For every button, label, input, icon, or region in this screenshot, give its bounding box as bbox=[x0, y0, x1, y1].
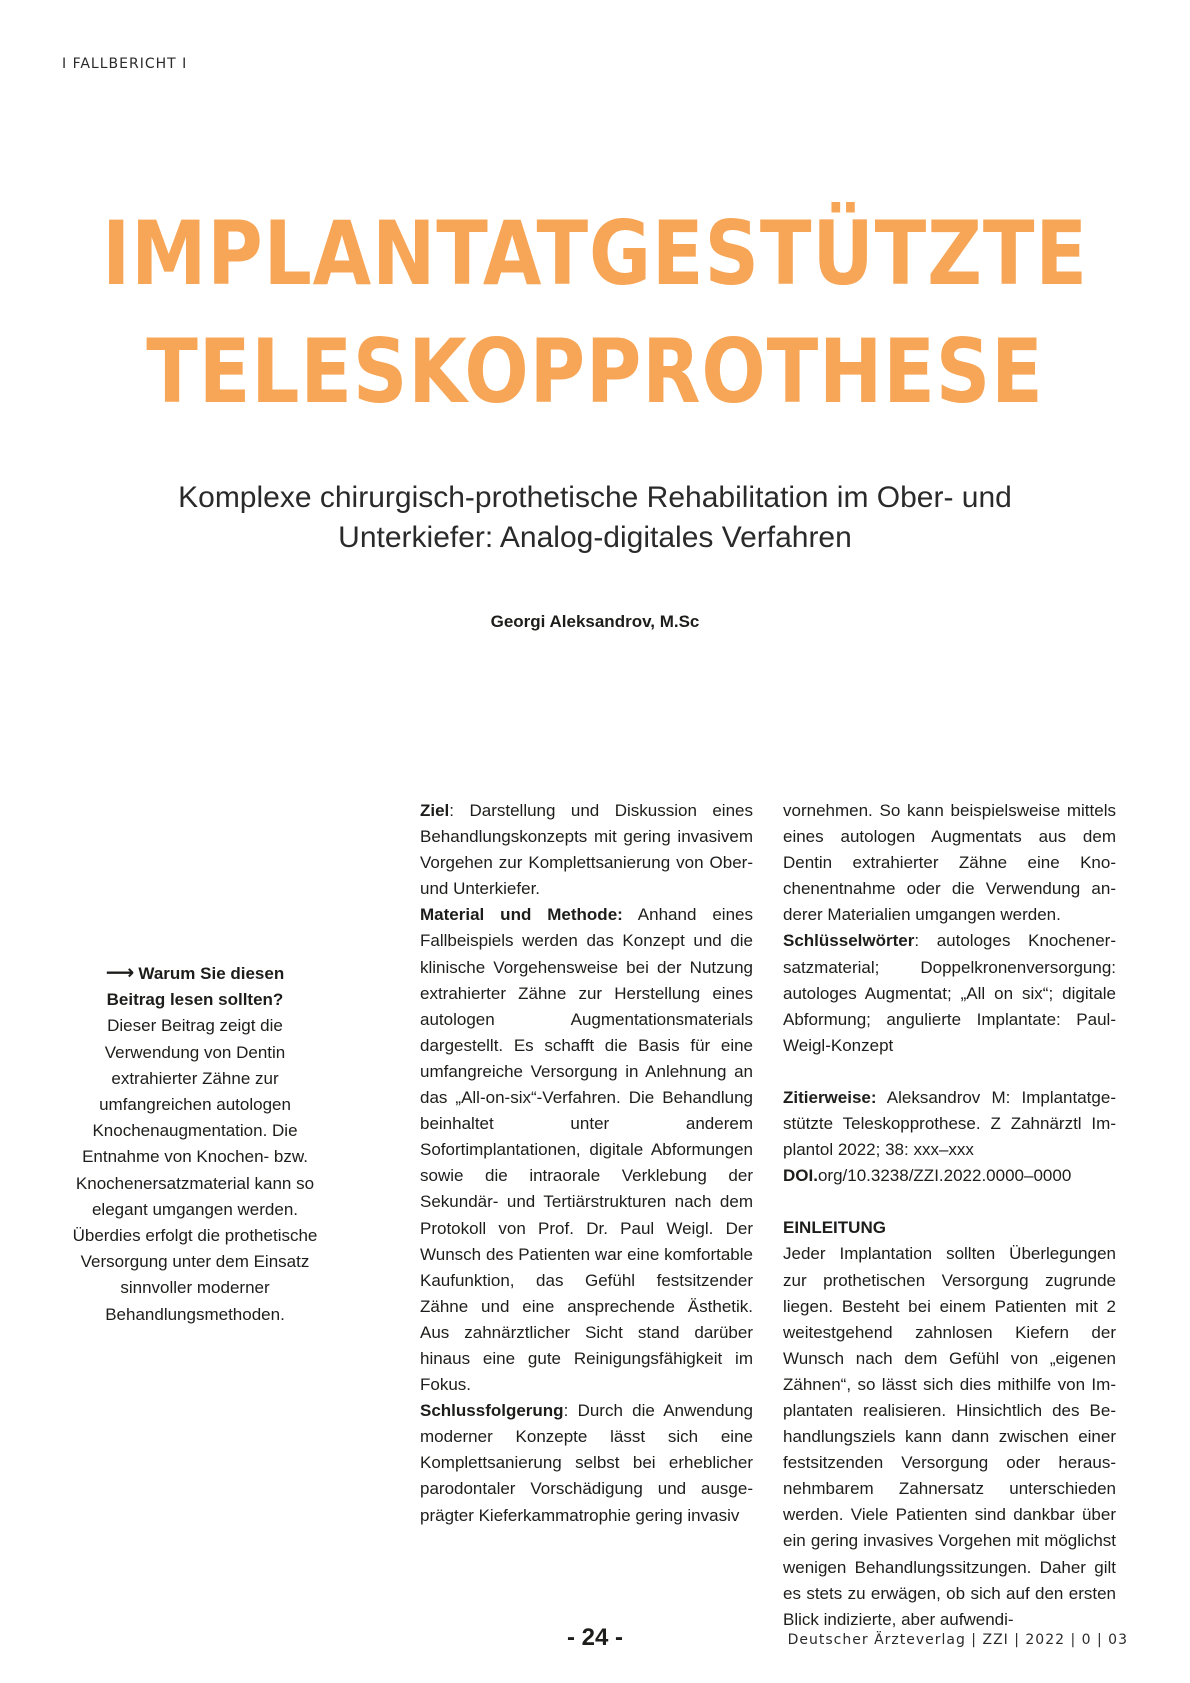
material-label: Material und Methode: bbox=[420, 905, 623, 925]
abstract-column-1 bbox=[420, 798, 753, 1529]
why-read-heading bbox=[60, 960, 330, 1013]
why-read-heading-line-1: Warum Sie diesen bbox=[138, 964, 285, 983]
keywords-label: Schlüsselwörter bbox=[783, 931, 915, 951]
abstract-keywords bbox=[783, 928, 1116, 1058]
intro-text: Jeder Implantation sollten Überlegungen zur prothetischen Versorgung zugrunde liegen. Besteht bei einem Patienten mit 2 weitestgehend zahnlosen Kiefern der Wunsch nach dem Gefühl von „eigenen Zähnen“, so lässt sich dies mithilfe von Implantaten realisieren. Hinsichtlich des Behandlungsziels kann dann zwischen einer festsitzenden Versorgung oder herausnehmbarem Zahnersatz unterschieden werden. Viele Patienten sind dankbar über ein gering invasives Vorgehen mit möglichst wenigen Behandlungssitzungen. Daher gilt es stets zu erwägen, ob sich auf den ersten Blick indizierte, aber aufwendi- bbox=[783, 1244, 1116, 1629]
why-read-line: Überdies erfolgt die prothetische bbox=[72, 1226, 318, 1246]
abstract-column-2 bbox=[783, 798, 1116, 1633]
schluss-text-continued: vornehmen. So kann beispielsweise mittels eines autologen Augmentats aus dem Dentin extrahierter Zähne eine Knochenentnahme oder die Verwendung anderer Materialien umgangen werden. bbox=[783, 801, 1116, 925]
citation-label: Zitierweise: bbox=[783, 1087, 877, 1107]
why-read-heading-line-2: Beitrag lesen sollten? bbox=[106, 990, 284, 1010]
ziel-label: Ziel bbox=[420, 801, 450, 820]
schluss-text: : Durch die Anwendung moderner Konzepte lässt sich eine Komplettsanierung selbst bei erheblicher parodontaler Vorschädigung und ausgeprägter Kieferkammatrophie gering invasiv bbox=[420, 1401, 753, 1525]
section-label: I FALLBERICHT I bbox=[62, 56, 188, 72]
why-read-line: Versorgung unter dem Einsatz bbox=[80, 1252, 310, 1272]
why-read-line: sinnvoller moderner bbox=[120, 1278, 270, 1298]
why-read-line: Verwendung von Dentin bbox=[104, 1042, 286, 1062]
keywords-text: : autologes Knochenersatzmaterial; Doppelkronenversorgung: autologes Augmentat; „All on six“; digitale Abformung; angulierte Implantate: Paul-Weigl-Konzept bbox=[783, 931, 1116, 1055]
author-name: Georgi Aleksandrov, M.Sc bbox=[490, 612, 700, 631]
why-read-line: Knochenaugmentation. Die bbox=[92, 1121, 298, 1141]
why-read-line: umfangreichen autologen bbox=[99, 1095, 291, 1115]
article-title-line-2: TELESKOPPROTHESE bbox=[146, 320, 1044, 423]
journal-info: Deutscher Ärzteverlag | ZZI | 2022 | 0 | 03 bbox=[787, 1632, 1128, 1648]
subtitle-line-1: Komplexe chirurgisch-prothetische Rehabilitation im Ober- und bbox=[178, 481, 1012, 514]
citation-text: Aleksandrov M: Implantatgestützte Teleskopprothese. Z Zahnärztl Implantol 2022; 38: xxx–xxx bbox=[783, 1087, 1116, 1160]
citation bbox=[783, 1085, 1116, 1189]
doi-text: org/10.3238/ZZI.2022.0000–0000 bbox=[817, 1166, 1072, 1186]
why-read-line: Behandlungsmethoden. bbox=[105, 1304, 285, 1324]
why-read-box bbox=[60, 960, 330, 1328]
why-read-line: elegant umgangen werden. bbox=[91, 1199, 299, 1219]
subtitle-line-2: Unterkiefer: Analog-digitales Verfahren bbox=[338, 521, 852, 554]
material-text: Anhand eines Fallbeispiels werden das Konzept und die klinische Vorgehensweise bei der Nutzung extrahierter Zähne zur Herstellung eines autologen Augmentationsmaterials dargestellt. Es schafft die Basis für eine umfangreiche Versorgung in Anlehnung an das „All-on-six“-Verfahren. Die Behandlung beinhaltet unter anderem Sofortimplantationen, digitale Abformungen sowie die intraorale Verklebung der Sekundär- und Tertiärstrukturen nach dem Protokoll von Prof. Dr. Paul Weigl. Der Wunsch des Patienten war eine komfortable Kaufunktion, das Gefühl festsitzender Zähne und eine ansprechende Ästhetik. Aus zahnärztlicher Sicht stand darüber hinaus eine gute Reinigungsfähigkeit im Fokus. bbox=[420, 905, 753, 1395]
why-read-line: Entnahme von Knochen- bzw. bbox=[82, 1147, 308, 1167]
why-read-line: Dieser Beitrag zeigt die bbox=[107, 1016, 283, 1036]
why-read-line: extrahierter Zähne zur bbox=[111, 1068, 279, 1088]
intro-heading: EINLEITUNG bbox=[783, 1218, 886, 1238]
arrow-right-icon: ⟶ bbox=[105, 962, 135, 984]
abstract-schluss bbox=[420, 1398, 753, 1528]
abstract-material bbox=[420, 902, 753, 1398]
page-number: - 24 - bbox=[566, 1624, 623, 1651]
schluss-label: Schlussfolgerung bbox=[420, 1401, 564, 1421]
doi-label: DOI. bbox=[783, 1166, 818, 1186]
ziel-text: : Darstellung und Diskussion eines Behandlungskonzepts mit gering invasivem Vorgehen zur Komplettsanierung von Ober- und Unterkiefer. bbox=[420, 801, 753, 899]
article-title-line-1: IMPLANTATGESTÜTZTE bbox=[102, 202, 1088, 305]
abstract-ziel bbox=[420, 798, 753, 902]
article-subtitle bbox=[100, 478, 1090, 558]
why-read-line: Knochenersatzmaterial kann so bbox=[75, 1173, 315, 1193]
